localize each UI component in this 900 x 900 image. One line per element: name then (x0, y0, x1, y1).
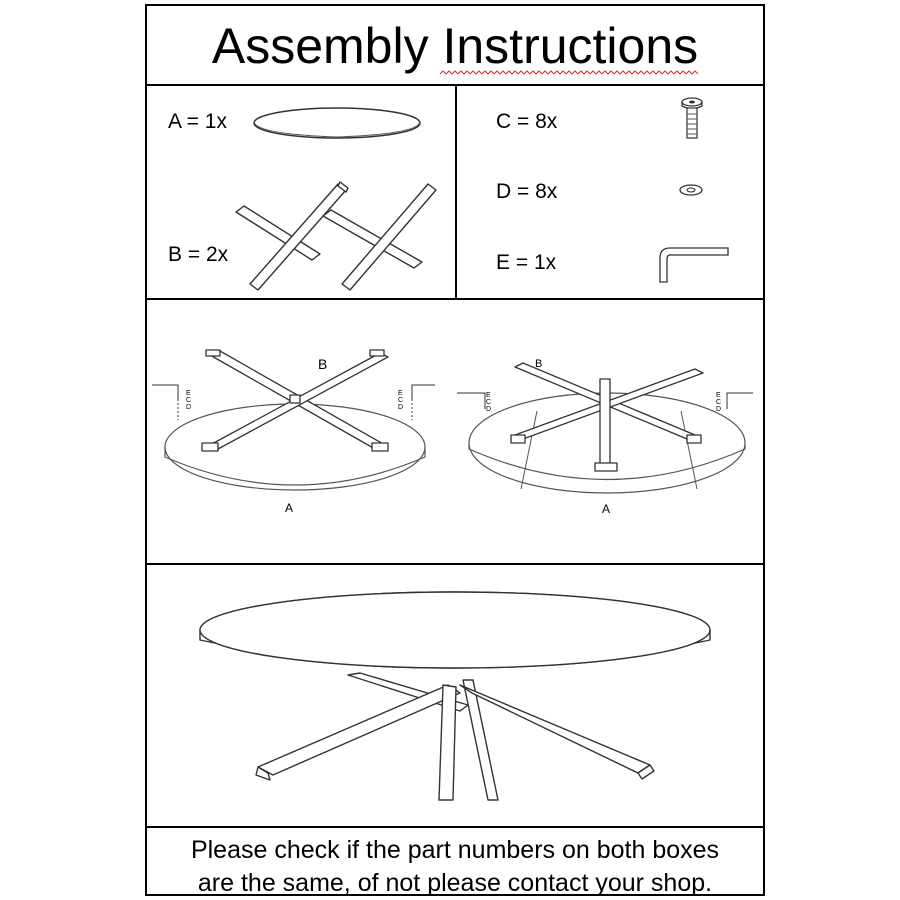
washer-icon (676, 180, 706, 200)
callout-c: C (716, 399, 722, 406)
part-a-label: A = 1x (168, 110, 227, 133)
step2-part-a-letter: A (602, 502, 611, 516)
hex-key-icon (656, 242, 736, 287)
callout-e: E (486, 392, 491, 399)
footer-note (145, 834, 765, 900)
footer-line-2: are the same, of not please contact your shop. (197, 869, 713, 897)
divider-final (145, 826, 765, 828)
part-b-label: B = 2x (168, 243, 229, 266)
callout-c: C (398, 397, 404, 404)
part-d-label: D = 8x (496, 180, 558, 203)
part-e-label: E = 1x (496, 251, 557, 274)
callout-e: E (716, 392, 721, 399)
callout-d: D (486, 406, 492, 413)
divider-parts-vertical (455, 84, 457, 300)
callout-d: D (398, 404, 404, 411)
assembled-table-illustration (198, 585, 718, 810)
footer-line-1: Please check if the part numbers on both boxes (190, 836, 720, 864)
callout-d: D (186, 404, 192, 411)
page-title: Assembly Instructions (211, 18, 699, 74)
bolt-icon (678, 94, 708, 144)
step1-callout-left (186, 390, 191, 411)
step1-part-b-letter: B (318, 356, 328, 372)
step2-callout-right (716, 392, 721, 413)
callout-c: C (486, 399, 492, 406)
step1-callout-right (398, 390, 403, 411)
step2-part-b-letter: B (535, 358, 543, 370)
callout-c: C (186, 397, 192, 404)
callout-d: D (716, 406, 722, 413)
part-c-label: C = 8x (496, 110, 558, 133)
step2-diagram (455, 345, 755, 505)
table-top-disc-icon (250, 103, 430, 143)
callout-e: E (398, 390, 403, 397)
callout-e: E (186, 390, 191, 397)
divider-steps (145, 563, 765, 565)
spellcheck-underline (440, 70, 728, 78)
step1-part-a-letter: A (285, 501, 294, 515)
leg-frame-icon (228, 172, 448, 297)
step2-callout-left (486, 392, 491, 413)
step1-diagram (150, 345, 440, 520)
